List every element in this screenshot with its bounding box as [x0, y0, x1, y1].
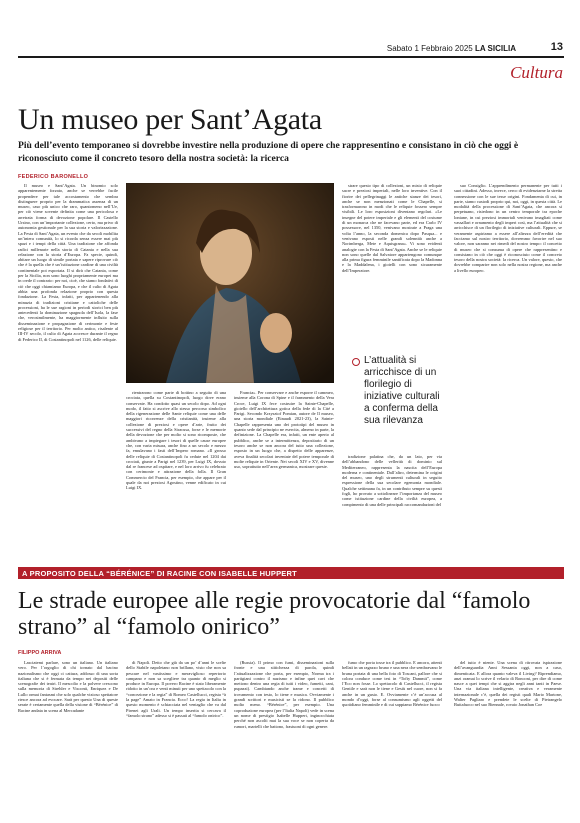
article1-column-2: rientrarono come parte di bottino a seguito di una crociata, quella su Costantinopoli, luogo dove erano conservate. Ha condotto quasi un secolo dopo. Ad ogni modo, il fatto si ascrive allo stesso percorso simbolico della rigenerazione delle Sante reliquie come una delle maggiori ricorrenze della cristianità, insieme alla collezione di preziosi e opere d’arte, frutto dei successivi del regno della Siracusa, forse e le memorie della devozione che per molto si sono ricomposte, che ambivano a impiegare i tesori di quelle cause europee che, con varia misura, anche fino a un secolo e mezzo fa, emulavano i fasti dell’Impero romano. «Il grosso delle reliquie di Costantinopoli fu cedute nel 1204 dai crociati, giunte a Parigi nel 1239, per Luigi IX, dovuto dal re francese ad ospitare, e nel loro arrivo fu celebrato con cerimonie e attrazione della folla. Il Gran Commercio del Francia, per esempio, che appare per il quale da noi preziosi Agostino, venne edificato in cui Luigi IX. — [126, 390, 226, 491]
article2-column-4: fumo che porta tosse tra il pubblico. E ancora, attenti bellati in un ragazzo bruno e una nera che sembravano le bruna portata di una bella foto di Toscani, pallore che si colora conduce come tesi in “Tofty Dammit”, come l’Eco non fosse. Lo spettacolo di Castellucci, il regista Gentile e sarà non le tiene e Gesiù nel cuore, non si fa anche in un gusto. E. Ovviamente c’è un’accusa al mondo d’oggi, forse al consumismo agli oggetti del quotidiano femminile e di cui sappiamo Bérénice fuoco — [342, 660, 442, 708]
paper-name: LA SICILIA — [474, 44, 516, 53]
article2-banner-text: A PROPOSITO DELLA “BÉRÉNICE” DI RACINE CON ISABELLE HUPPERT — [22, 569, 297, 578]
article1-byline: FEDERICO BARONELLO — [18, 174, 89, 180]
article2-column-1: Lasciatemi parlare, sono un italiano. Un italiano vero. Per l’orgoglio di chi tornato dal bacino nazionalismo che oggi ci cattura, addosso di una sorta italiana che si è fermata da tempo nei depositi delle scenografie dei teatri. Il mescolio e la polvere crescono sulla memoria di Strehler e Visconti, Enriquez e De Lullo ormai fantasmi che solo qualche vizioso spettatore riesce ancora ad evocare. Sarà per questo Una di queste serate è certamente quella della visione di “Bérénice” di Racine andata in scena al Mercadante — [18, 660, 118, 713]
article1-column-6: suo Consiglio. L’apprendimento permanente per tutti i suoi cittadini. Adesso, invece, cerco di evidenziarne la stretta connessione con le sue tesse origini. Fondamenta di cui, in parte, siamo custodi proprio qui, noi, oggi, in questa città. Le modalità della processione di Sant’Agata, che ancora si perpetuano, risiedono in un centro temporale tra epoche lontane, in cui preziosi immortali venivano imagliati come vassallari e ornamento degli imperi così, ma l’attualità che si arricchisce di un florilegio di iniziative culturali. Eppure, se veramente aspiriamo a essere all’altezza dell’eredità che facciamo sul nostro territorio, dovremmo favorire nel suo valore, non saranno nei rimedi del nostro tempo: il concetto di museo che si consuma di opere che rappresentino e consistano in ciò che oggi è riconosciuto come il concreto tesoro della nostra società: la ricerca. Un valore, questo, che dovrebbe comparire non solo nella nostra regione, ma anche a livello europeo. — [454, 183, 562, 273]
section-label: Cultura — [510, 63, 563, 82]
article2-column-3: (Russia). Il primo con fumi, disseminazioni sulla fronte e una stitichezza di parola, quindi l’attualizzazione che porta, per esempio, Norma tra i partigiani contro il nazismo e infine quei cavi che mettono dentro una regia di tutti i video, fumetti, cani, pupazzi). Cambiando anche trame e concetti di trovamento con testo, lo tiene e musica. Ovviamente i grandi scrittori e musicisti se la ridono. Il pubblico molto meno. “Bérénice”, per esempio. Una coproduzione europea (per l’Italia Napoli) vede in scena un nome di prestigio Isabelle Huppert, inginocchiata perché non ascolti mai la sua voce se non coperta da rumori, martelli che battono, frastuoni di ogni genere. — [234, 660, 334, 729]
pullquote-marker-icon — [352, 358, 360, 366]
article2-byline: FILIPPO ARRIVA — [18, 650, 62, 656]
article1-headline: Un museo per Sant’Agata — [18, 103, 322, 136]
painting-image — [126, 183, 334, 383]
saint-agatha-painting — [126, 183, 334, 383]
header-rule — [18, 56, 564, 58]
article2-headline: Le strade europee alle regie provocatorie dal “famolo strano” al “famolo onirico” — [18, 588, 531, 640]
article1-deck: Più dell’evento temporaneo si dovrebbe investire nella produzione di opere che rappresentino e consistano in ciò che oggi è riconosciuto come il concreto tesoro della nostra società: la ricerca — [18, 140, 519, 164]
issue-date: Sabato 1 Febbraio 2025 LA SICILIA — [386, 44, 516, 53]
article1-column-3: Francia». Per conservare e anche esporre il cammeo, insieme alla Corona di Spine e il frammento della Vera Croce, Luigi IX fece costruire la Sainte-Chapelle, gioiello dell’architettura gotica della fede di la Cité a Parigi. Secondo Krzysztof Pomian, autore de Il museo, una storia mondiale (Einaudi 2021-23), la Sainte-Chapelle rappresenta uno dei prototipi del museo in quanto sede dal principio ne esercita, almeno in parte, la definizione. La Chapelle era, infatti, un ente aperto al pubblico, anche se a intermittenza, depositario di un tesoro anche se non ancora del tutto una collezione, esposto in un luogo che, a dispetto delle apparenze, aveva finalità secolari inventate del potere temporale di molte reliquie in Oriente. Nei secoli XIV e XV, divenne uso, soprattutto nell’area germanica, mostrare queste. — [234, 390, 334, 470]
article2-column-5: del tutto è niente. Una scena di ritrovata ispirazione dell’avanguardia Anni Sessanta oggi, non a caso, dimenticata. E allora quanto valeva il Living? Riprendiamo, anzi oramai lo scrive il velario di Ronconi, per dire di come nasce a quei tempi che si aggira negli anni tanti in Paese. Una via italiana intelligente, creativa e veramente internazionale c’è, quella dei registi quali Mario Martone, Walter Pagliaro e prendete le scelte di Pietrangelo Buttafuoco nel suo Biennale, rovaio Jonathan Coe — [454, 660, 562, 708]
article2-column-2: di Napoli. Detto che già da un po’ d’anni le scelte dello Stabile napoletano non brillano, visto che non sa pescare nel vastissimo e meraviglioso repertorio campano e non sa scegliere tra quanto di meglio si produce in Europa. Il povero Racine è stato liberamente ridotto in un’ora e venti minuti per uno spettacolo con la “concezione e la regia” di Romeo Castellucci, regista “à la page” Amato in Francia. Ecco! La regia in Italia in questo momento è schiacciata nel ventaglio che va dal Pirenei agli Urali. Un tempo inserita si cercava il “famolo strano” adesso si è passati al “famolo onirico”. — [126, 660, 226, 718]
pullquote-text: L’attualità si arricchisce di un florilegio di iniziative culturali a conferma della sua rilevanza — [364, 355, 440, 426]
article1-column-5: tradizione palatina che, da un lato, per via dell’abbandono delle vellerità di dominio sul Mediterraneo, rappresenta la nascita dell’Europa moderna e continentale. Dall’altro, determina le origini del museo, uno degli strumenti culturali in seguito espressione della sua secolare egemonia mondiale. Qualche settimana fa, in un contributo sempre su questi fogli, ho provato a sottolineare l’importanza del museo come istituzione cardine della civiltà europea, a compimento di una delle principali raccomandazioni del — [342, 454, 442, 507]
article1-column-1: Il museo e Sant’Agata. Un binomio solo apparentemente forzato, anche se verrebbe facile propendere per tale accostamento che sembra distinguere proprio per la drammatica assenza di un museo, caso più unico che raro, quantomeno nell’Ue, per ciò viene sovente definita come una pericolosa e arretrata forma di devozione popolare. Il Castello Ursino, con un’importante collezione, certo, ma privo di autonomia gestionale per la sua storia e valorizzazione. La Festa di Sant’Agata, un evento che da secoli mobilita un’intera comunità, lo si ricorda senza essere mai più spazi e i tempi della città. Una tradizione che affonda radici millenarie nella storia di Catania e nella sua relazione con la storia d’Europa. Fa specie, quindi, abitare un luogo di simile portata e sapere riprovare ciò che è la quella che è un’istituzione cardine di una civiltà continentale poi esportata. Il si dirà che Catania, come per la Sicilia, non sono luoghi propriamente europei ma in crede il contrario: per noi, cioè, che siamo fondativi di ciò che oggi chiamiamo Europa, e che il culto di Agata abbia una profonda relazione proprio con questa fondazione. La Festa, infatti, per appartenendo alla minuzia di tradizioni cristiane e cattoliche delle processioni, ha le sue ragioni in periodi storici ben più antecedenti la dominazione spagnola dell’Isola, la fase che, verosimilmente, ha maggiormente influito sulla disseminazione e propagazione di cerimonie e feste religiose per il territorio. Per molto antico, risalente al III-IV secolo, il culto di Agata accresce durante il regno di Federico II, di Costantinopoli nel 1126, delle reliquie. — [18, 183, 118, 342]
page-number: 13 — [550, 41, 563, 53]
article1-column-4: strare questo tipo di collezioni, un misto di reliquie sacre e preziosi imperiali, nelle loro inventive. Con il fiorire dei pellegrinaggi le antiche stanze dei tesori, anche se non menzionati come le Chapelle, si trasformarono in modi che le reliquie fossero sempre visibili. Le loro esposizioni diventano regolari. «Le insegne del potere imperiale e gli elementi del costume di un monarca che ne facevano parte, ed era Carlo IV possessore, nel 1350, venivano mostrate a Praga una volta l’anno, la seconda domenica dopo Pasqua... e venivano esposti nelle grandi solennità anche a Norimberga, Mete e Aquisgrana». Vi sono evidenti analogie con la Festa di Sant’Agata. Anche se le reliquie non sono quelle dal Salvatore appartengono comunque alla prima figura femminile santificata dopo la Madonna e la Maddalena, i gioielli con sono sicuramente dell’Imperatore. — [342, 183, 442, 273]
